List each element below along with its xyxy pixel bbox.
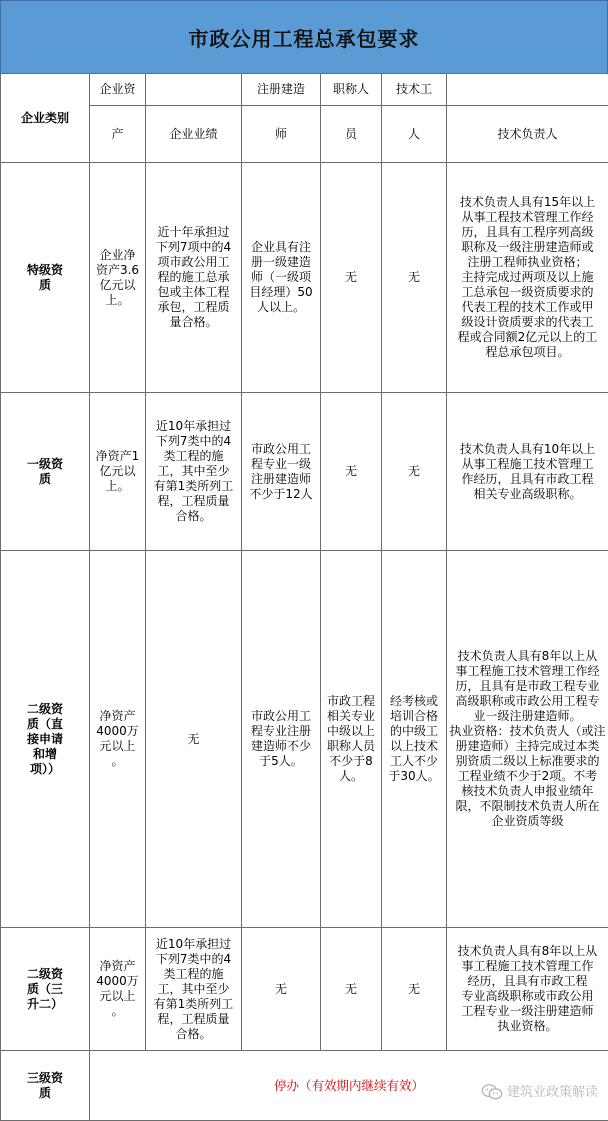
table-row-level3 — [1, 1051, 608, 1121]
row-tech-workers: 无 — [382, 393, 447, 551]
row-engineer: 企业具有注 册一级建造 师（一级项 目经理）50 人以上。 — [242, 163, 321, 393]
header-performance-blank — [146, 74, 242, 106]
row-titled: 市政工程 相关专业 中级以上 职称人员 不少于8 人。 — [321, 551, 382, 928]
page-title: 市政公用工程总承包要求 — [189, 23, 420, 52]
row-category: 二级资 质（直 接申请 和增 项）） — [1, 551, 90, 928]
row-assets: 净资产 4000万 元以上 。 — [90, 551, 146, 928]
header-tech-lead-blank — [447, 74, 608, 106]
header-assets-bottom: 产 — [90, 106, 146, 163]
header-engineer-top: 注册建造 — [242, 74, 321, 106]
row-tech-lead: 技术负责人具有8年以上从 事工程施工技术管理工作经 历，且具有是市政工程专业 高级职称或市政公用工程专 业一级注册建造师。 执业资格：技术负责人（或注 册建造师）主持完成过本类 别资质二级以上标准要求的 工程业绩不少于2项。不考 核技术负责人申报业绩年 限，不限制技术负责人所在 企业资质等级 — [447, 551, 608, 928]
header-performance: 企业业绩 — [146, 106, 242, 163]
row-titled: 无 — [321, 163, 382, 393]
row-tech-workers: 无 — [382, 928, 447, 1051]
level3-note-cell — [90, 1051, 608, 1121]
row-engineer: 无 — [242, 928, 321, 1051]
table-row — [1, 393, 608, 551]
table-row — [1, 551, 608, 928]
header-row-bottom — [1, 106, 608, 163]
row-assets: 净资产1 亿元以 上。 — [90, 393, 146, 551]
header-engineer-bottom: 师 — [242, 106, 321, 163]
header-assets-top: 企业资 — [90, 74, 146, 106]
row-category: 三级资 质 — [1, 1051, 90, 1121]
row-performance: 近10年承担过 下列7类中的4 类工程的施 工，其中至少 有第1类所列工 程，工程质量 合格。 — [146, 928, 242, 1051]
row-engineer: 市政公用工 程专业一级 注册建造师 不少于12人 — [242, 393, 321, 551]
header-category: 企业类别 — [1, 74, 90, 163]
row-category: 二级资 质（三 升二） — [1, 928, 90, 1051]
header-row-top — [1, 74, 608, 106]
row-titled: 无 — [321, 928, 382, 1051]
row-engineer: 市政公用工 程专业注册 建造师不少 于5人。 — [242, 551, 321, 928]
wechat-icon — [481, 1084, 503, 1100]
level3-note: 停办（有效期内继续有效） — [274, 1078, 424, 1093]
row-titled: 无 — [321, 393, 382, 551]
header-titled-bottom: 员 — [321, 106, 382, 163]
row-assets: 企业净 资产3.6 亿元以 上。 — [90, 163, 146, 393]
row-performance: 无 — [146, 551, 242, 928]
header-tech-workers-top: 技术工 — [382, 74, 447, 106]
row-tech-lead: 技术负责人具有10年以上 从事工程施工技术管理工 作经历，且具有市政工程 相关专业高级职称。 — [447, 393, 608, 551]
header-tech-workers-bottom: 人 — [382, 106, 447, 163]
row-category: 一级资 质 — [1, 393, 90, 551]
row-tech-lead: 技术负责人具有15年以上 从事工程技术管理工作经 历，且具有工程序列高级 职称及一级注册建造师或 注册工程师执业资格； 主持完成过两项及以上施 工总承包一级资质要求的 代表工程的技术工作或甲 级设计资质要求的代表工 程或合同额2亿元以上的工 程总承包项目。 — [447, 163, 608, 393]
row-assets: 净资产 4000万 元以上 。 — [90, 928, 146, 1051]
row-performance: 近十年承担过 下列7项中的4 项市政公用工 程的施工总承 包或主体工程 承包，工程质 量合格。 — [146, 163, 242, 393]
row-tech-workers: 经考核或 培训合格 的中级工 以上技术 工人不少 于30人。 — [382, 551, 447, 928]
watermark-text: 建筑业政策解读 — [507, 1085, 598, 1100]
table-row — [1, 928, 608, 1051]
row-performance: 近10年承担过 下列7类中的4 类工程的施 工，其中至少 有第1类所列工 程，工程质量 合格。 — [146, 393, 242, 551]
row-category: 特级资 质 — [1, 163, 90, 393]
row-tech-lead: 技术负责人具有8年以上从 事工程施工技术管理工作 经历，且具有市政工程 专业高级职称或市政公用 工程专业一级注册建造师 执业资格。 — [447, 928, 608, 1051]
row-tech-workers: 无 — [382, 163, 447, 393]
header-tech-lead: 技术负责人 — [447, 106, 608, 163]
title-bar — [0, 0, 608, 74]
watermark — [481, 1084, 598, 1100]
header-titled-top: 职称人 — [321, 74, 382, 106]
table-row — [1, 163, 608, 393]
requirements-table — [0, 73, 608, 1121]
